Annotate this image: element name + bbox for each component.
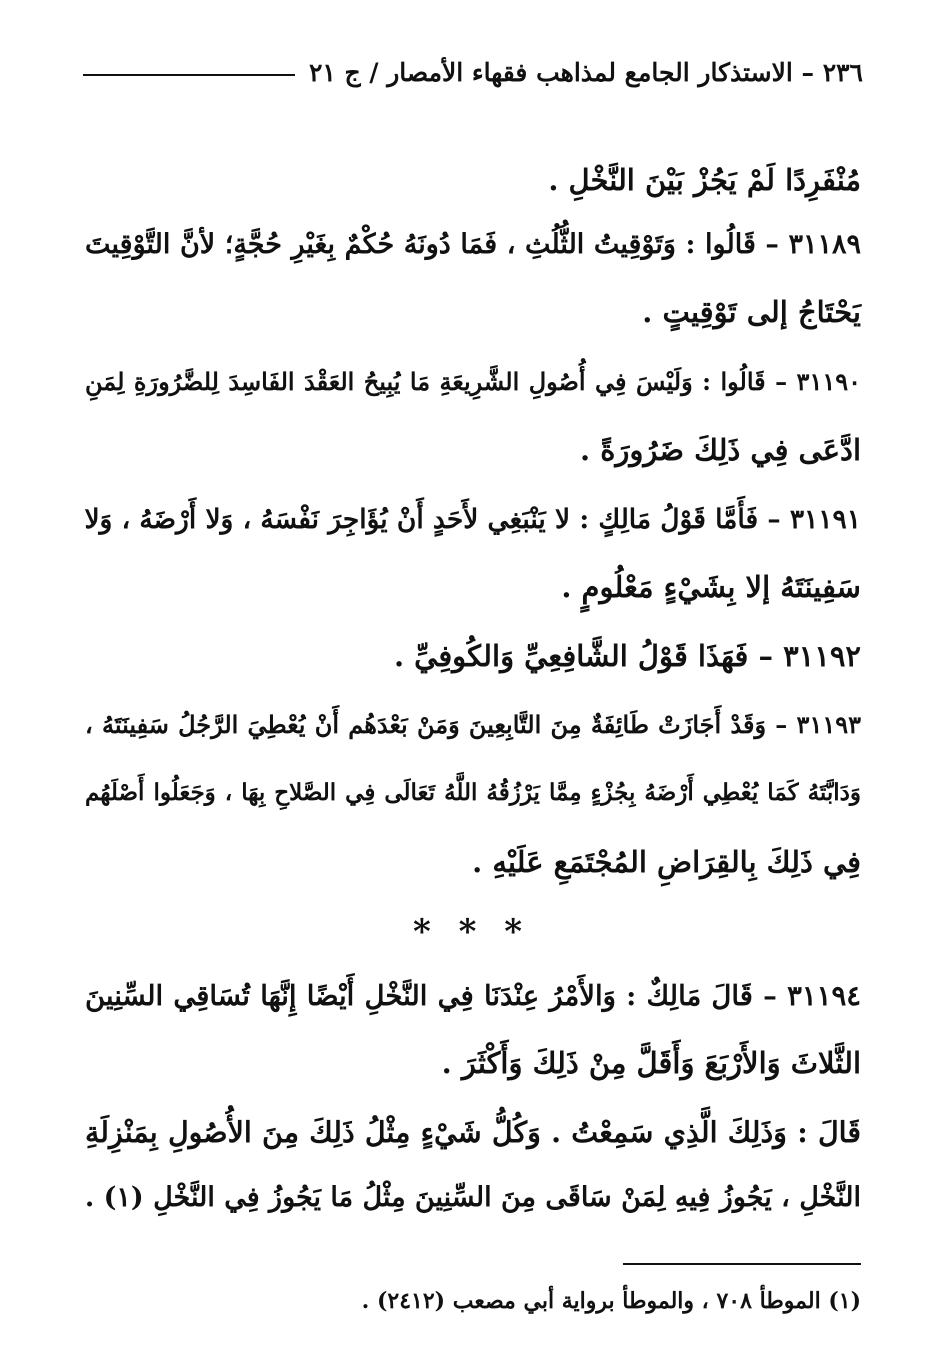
header-text: ٢٣٦ – الاستذكار الجامع لمذاهب فقهاء الأمصار / ج ٢١ xyxy=(308,58,863,87)
footnote-rule xyxy=(623,1263,861,1265)
header-rule xyxy=(83,74,295,76)
section-separator: * * * xyxy=(412,912,530,952)
paragraph-31191-line-2: سَفِينَتَهُ إلا بِشَيْءٍ مَعْلُومٍ . xyxy=(561,570,861,604)
paragraph-31192-line-1: ٣١١٩٢ – فَهَذَا قَوْلُ الشَّافِعِيِّ وَالكُوفِيِّ . xyxy=(393,639,861,673)
paragraph-31193-line-1: ٣١١٩٣ – وَقَدْ أَجَازَتْ طَائِفَةٌ مِنَ التَّابِعِينَ وَمَنْ بَعْدَهُم أَنْ يُعْطِيَ الرَّجُلُ سَفِينَتَهُ ، xyxy=(85,710,861,739)
paragraph-31194-line-1: ٣١١٩٤ – قَالَ مَالِكٌ : وَالأَمْرُ عِنْدَنَا فِي النَّخْلِ أَيْضًا إِنَّهَا تُسَاقِي السِّنِينَ xyxy=(85,980,861,1012)
running-header xyxy=(83,58,863,87)
paragraph-31194-line-2: الثَّلاثَ وَالأَرْبَعَ وَأَقَلَّ مِنْ ذَلِكَ وَأَكْثَرَ . xyxy=(441,1046,861,1080)
footnote: (١) الموطأ ٧٠٨ ، والموطأ برواية أبي مصعب (٢٤١٢) . xyxy=(361,1288,861,1314)
paragraph-31189-line-2: يَحْتَاجُ إلى تَوْقِيتٍ . xyxy=(642,295,861,329)
paragraph-31190-line-2: ادَّعَى فِي ذَلِكَ ضَرُورَةً . xyxy=(580,433,861,467)
paragraph-31191-line-1: ٣١١٩١ – فَأَمَّا قَوْلُ مَالِكٍ : لا يَنْبَغِي لأَحَدٍ أَنْ يُؤَاجِرَ نَفْسَهُ ، وَلا أَرْضَهُ ، وَلا xyxy=(84,504,861,535)
paragraph-31193-line-3: فِي ذَلِكَ بِالقِرَاضِ المُجْتَمَعِ عَلَيْهِ . xyxy=(472,845,861,879)
paragraph-31193-line-2: وَدَابَّتَهُ كَمَا يُعْطِي أَرْضَهُ بِجُزْءٍ مِمَّا يَرْزُقُهُ اللَّهُ تَعَالَى فِي الصَّلاحِ بِهَا ، وَجَعَلُوا أَصْلَهُم xyxy=(85,779,861,806)
paragraph-qala-line-1: قَالَ : وَذَلِكَ الَّذِي سَمِعْتُ . وَكُلُّ شَيْءٍ مِثْلُ ذَلِكَ مِنَ الأُصُولِ بِمَنْزِلَةِ xyxy=(85,1115,861,1149)
text-line-1: مُنْفَرِدًا لَمْ يَجُزْ بَيْنَ النَّخْلِ . xyxy=(548,163,861,197)
paragraph-31190-line-1: ٣١١٩٠ – قَالُوا : وَلَيْسَ فِي أُصُولِ الشَّرِيعَةِ مَا يُبِيحُ العَقْدَ الفَاسِدَ لِلضَّرُورَةِ لِمَنِ xyxy=(85,367,861,396)
paragraph-qala-line-2: النَّخْلِ ، يَجُوزُ فِيهِ لِمَنْ سَاقَى مِنَ السِّنِينَ مِثْلُ مَا يَجُوزُ فِي النَّخْلِ (١) . xyxy=(84,1182,861,1213)
paragraph-31189-line-1: ٣١١٨٩ – قَالُوا : وَتَوْقِيتُ الثُّلُثِ ، فَمَا دُونَهُ حُكْمٌ بِغَيْرِ حُجَّةٍ؛ لأنَّ التَّوْقِيتَ xyxy=(85,229,861,260)
